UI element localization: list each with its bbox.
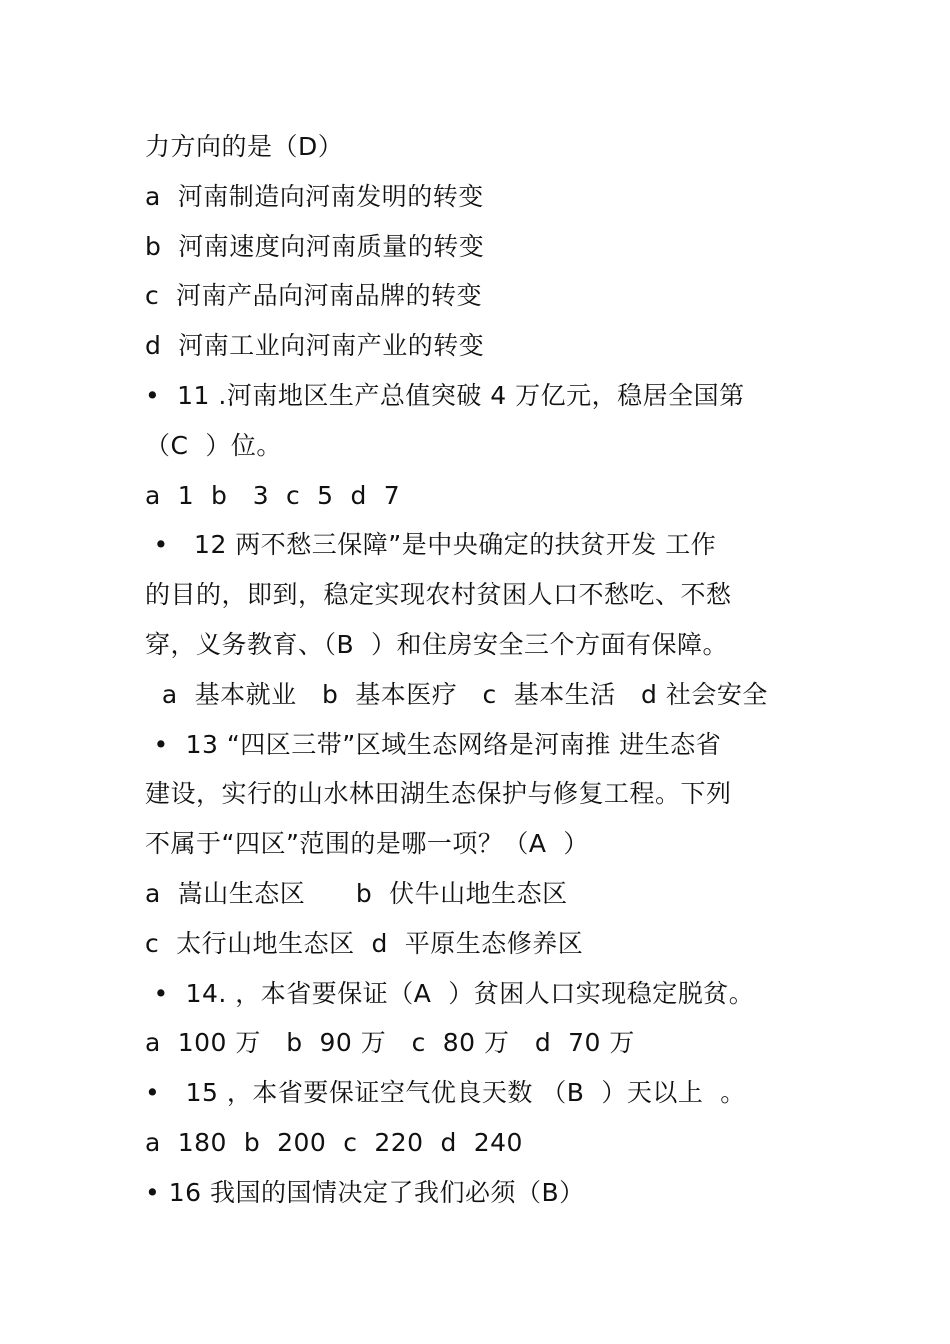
option-line: c 河南产品向河南品牌的转变 — [145, 281, 483, 311]
option-line: a 180 b 200 c 220 d 240 — [145, 1127, 523, 1157]
option-line: d 河南工业向河南产业的转变 — [145, 331, 485, 361]
question-16: • 16 我国的国情决定了我们必须（B） — [145, 1177, 585, 1207]
text-line: 建设，实行的山水林田湖生态保护与修复工程。下列 — [145, 779, 732, 809]
text-line: 力方向的是（D） — [145, 132, 344, 161]
option-line: b 河南速度向河南质量的转变 — [145, 231, 485, 261]
question-12: • 12 两不愁三保障”是中央确定的扶贫开发 工作 — [145, 530, 717, 560]
question-15: • 15 ，本省要保证空气优良天数 （B ）天以上 。 — [145, 1078, 746, 1108]
text-line: 穿，义务教育、（B ）和住房安全三个方面有保障。 — [145, 629, 729, 659]
option-line: a 1 b 3 c 5 d 7 — [145, 480, 401, 510]
question-14: • 14. ，本省要保证（A ）贫困人口实现稳定脱贫。 — [145, 978, 755, 1008]
option-line: a 100 万 b 90 万 c 80 万 d 70 万 — [145, 1028, 635, 1058]
document-page — [145, 122, 810, 1218]
option-line: c 太行山地生态区 d 平原生态修养区 — [145, 928, 584, 958]
question-13: • 13 “四区三带”区域生态网络是河南推 进生态省 — [145, 729, 722, 759]
option-line: a 河南制造向河南发明的转变 — [145, 181, 484, 211]
option-line: a 嵩山生态区 b 伏牛山地生态区 — [145, 878, 568, 908]
option-line: a 基本就业 b 基本医疗 c 基本生活 d 社会安全 — [145, 679, 768, 709]
text-line: 的目的，即到，稳定实现农村贫困人口不愁吃、不愁 — [145, 580, 732, 610]
text-line: （C ）位。 — [145, 430, 282, 460]
question-11: • 11 .河南地区生产总值突破 4 万亿元，稳居全国第 — [145, 380, 745, 410]
text-line: 不属于“四区”范围的是哪一项？（A ） — [145, 829, 589, 859]
